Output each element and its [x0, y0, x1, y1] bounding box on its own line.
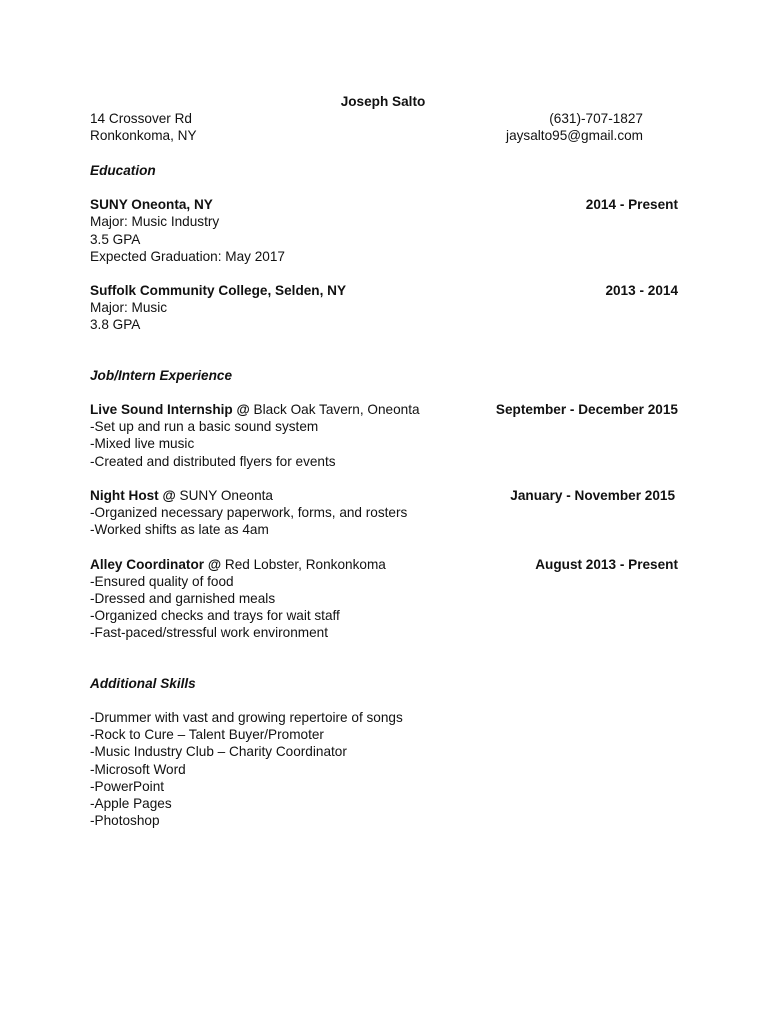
resume-name: Joseph Salto [340, 94, 426, 109]
job-title-line [90, 401, 420, 418]
job-bullet: -Fast-paced/stressful work environment [90, 625, 328, 641]
section-heading-experience: Job/Intern Experience [90, 367, 233, 383]
job-bullet: -Worked shifts as late as 4am [90, 522, 269, 538]
resume-name-row [90, 93, 678, 110]
education-entry-header [90, 282, 678, 299]
job-dates: August 2013 - Present [535, 556, 678, 572]
job-entry-header [90, 556, 678, 573]
job-bullet: -Dressed and garnished meals [90, 591, 276, 607]
job-bullet: -Organized necessary paperwork, forms, and rosters [90, 505, 408, 521]
school-dates: 2014 - Present [585, 197, 678, 213]
job-place: Red Lobster, Ronkonkoma [221, 556, 386, 572]
contact-row-1 [90, 110, 678, 127]
skill-item: -Apple Pages [90, 795, 172, 811]
contact-row-2 [90, 127, 678, 144]
education-detail: 3.8 GPA [90, 317, 141, 333]
section-heading-education: Education [90, 162, 156, 178]
phone-number: (631)-707-1827 [549, 111, 643, 127]
school-name: SUNY Oneonta, NY [90, 197, 213, 213]
skill-item: -Drummer with vast and growing repertoire of songs [90, 710, 403, 725]
job-title-line [90, 487, 273, 504]
education-detail: Expected Graduation: May 2017 [90, 248, 285, 264]
school-dates: 2013 - 2014 [605, 283, 678, 299]
skill-item: -Music Industry Club – Charity Coordinator [90, 744, 347, 760]
address-line-1: 14 Crossover Rd [90, 111, 192, 127]
job-title: Night Host @ [90, 487, 176, 503]
skill-item: -Rock to Cure – Talent Buyer/Promoter [90, 727, 324, 743]
job-bullet: -Organized checks and trays for wait staff [90, 608, 340, 624]
education-detail: Major: Music [90, 300, 168, 316]
job-title: Alley Coordinator @ [90, 556, 222, 572]
job-entry-header [90, 401, 678, 418]
section-heading-skills: Additional Skills [90, 675, 196, 691]
address-line-2: Ronkonkoma, NY [90, 128, 197, 144]
skill-item: -Microsoft Word [90, 761, 186, 777]
job-place: Black Oak Tavern, Oneonta [249, 402, 420, 417]
school-name: Suffolk Community College, Selden, NY [90, 283, 347, 299]
resume-page [90, 93, 678, 829]
education-entry-header [90, 196, 678, 213]
job-dates: September - December 2015 [495, 402, 678, 417]
job-title: Live Sound Internship @ [90, 402, 250, 417]
job-bullet: -Created and distributed flyers for events [90, 453, 336, 469]
email-address: jaysalto95@gmail.com [506, 128, 643, 144]
education-detail: Major: Music Industry [90, 214, 220, 230]
skill-item: -PowerPoint [90, 778, 165, 794]
job-title-line [90, 556, 386, 573]
job-bullet: -Set up and run a basic sound system [90, 419, 319, 435]
job-dates: January - November 2015 [510, 487, 675, 503]
education-detail: 3.5 GPA [90, 231, 141, 247]
job-place: SUNY Oneonta [175, 487, 273, 503]
skill-item: -Photoshop [90, 813, 160, 829]
job-bullet: -Ensured quality of food [90, 573, 234, 589]
job-entry-header [90, 487, 678, 504]
job-bullet: -Mixed live music [90, 436, 195, 452]
